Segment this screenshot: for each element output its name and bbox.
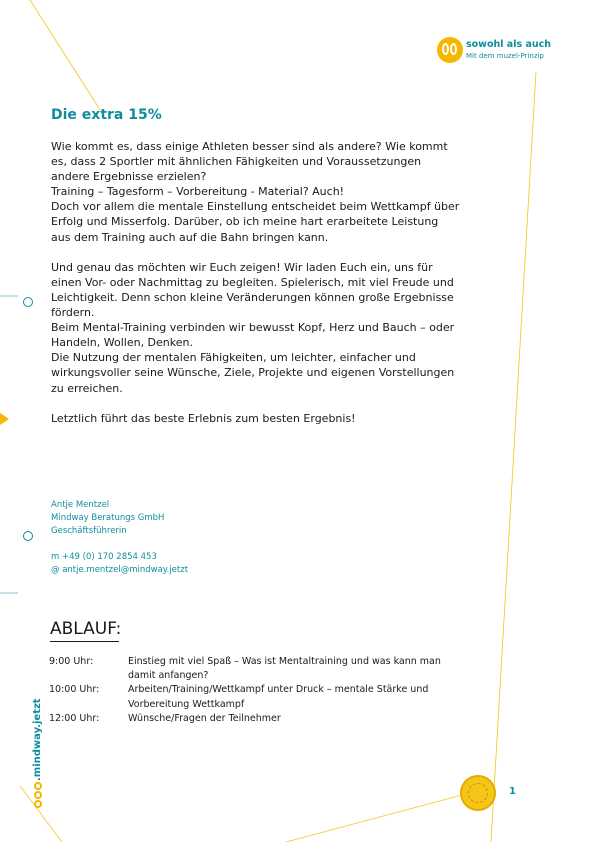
contact-block [51,499,188,576]
schedule-description: Arbeiten/Training/Wettkampf unter Druck – mentale Stärke und Vorbereitung Wettkampf [128,684,429,710]
logo-name: sowohl als auch [466,38,552,50]
schedule-title: ABLAUF: [50,619,122,639]
logo-icon [437,37,463,63]
brand-logo [437,37,551,63]
contact-email: @ antje.mentzel@mindway.jetzt [51,564,189,575]
contact-phone: m +49 (0) 170 2854 453 [51,551,157,562]
paragraph: Und genau das möchten wir Euch zeigen! Wir laden Euch ein, uns für einen Vor- oder Nachmittag zu begleiten. Spielerisch, mit viel Freude und Leichtigkeit. Denn schon kleine Veränderungen können große Ergebnisse fördern. [51,260,454,320]
page-heading: Die extra 15% [51,107,162,123]
paragraph: Training – Tagesform – Vorbereitung - Material? Auch! [51,185,345,199]
side-brand [32,698,43,808]
schedule-description: Wünsche/Fragen der Teilnehmer [128,712,281,724]
schedule-description: Einstieg mit viel Spaß – Was ist Mentaltraining und was kann man damit anfangen? [128,656,441,682]
contact-name: Antje Mentzel [51,500,110,510]
logo-subtitle: Mit dem muzel-Prinzip [466,51,544,60]
gold-seal-icon [460,775,496,811]
paragraph: Wie kommt es, dass einige Athleten besser sind als andere? Wie kommt es, dass 2 Sportler mit ähnlichen Fähigkeiten und Voraussetzungen andere Ergebnisse erzielen? [51,140,448,184]
closing-statement: Letztlich führt das beste Erlebnis zum besten Ergebnis! [51,411,356,425]
side-brand-text: .mindway.jetzt [32,698,43,781]
schedule-row [49,683,458,711]
schedule-time: 12:00 Uhr: [49,712,100,724]
paragraph: Die Nutzung der mentalen Fähigkeiten, um leichter, einfacher und wirkungsvoller seine Wünsche, Ziele, Projekte und eigenen Vorstellungen zu erreichen. [51,351,455,395]
contact-role: Geschäftsführerin [51,525,127,536]
paragraph: Doch vor allem die mentale Einstellung entscheidet beim Wettkampf über Erfolg und Misserfolg. Darüber, ob ich meine hart erarbeitete Leistung aus dem Training auch auf die Bahn bringen kann. [51,200,460,244]
schedule-title-underline [50,641,119,642]
schedule-list [49,655,458,726]
schedule-row [49,655,458,683]
contact-company: Mindway Beratungs GmbH [51,512,165,523]
page-number: 1 [509,786,516,797]
paragraph: Beim Mental-Training verbinden wir bewusst Kopf, Herz und Bauch – oder Handeln, Wollen, Denken. [51,321,455,350]
schedule-time: 10:00 Uhr: [49,684,100,696]
schedule-time: 9:00 Uhr: [49,656,94,667]
body-text [51,139,461,426]
schedule-row [49,712,458,726]
